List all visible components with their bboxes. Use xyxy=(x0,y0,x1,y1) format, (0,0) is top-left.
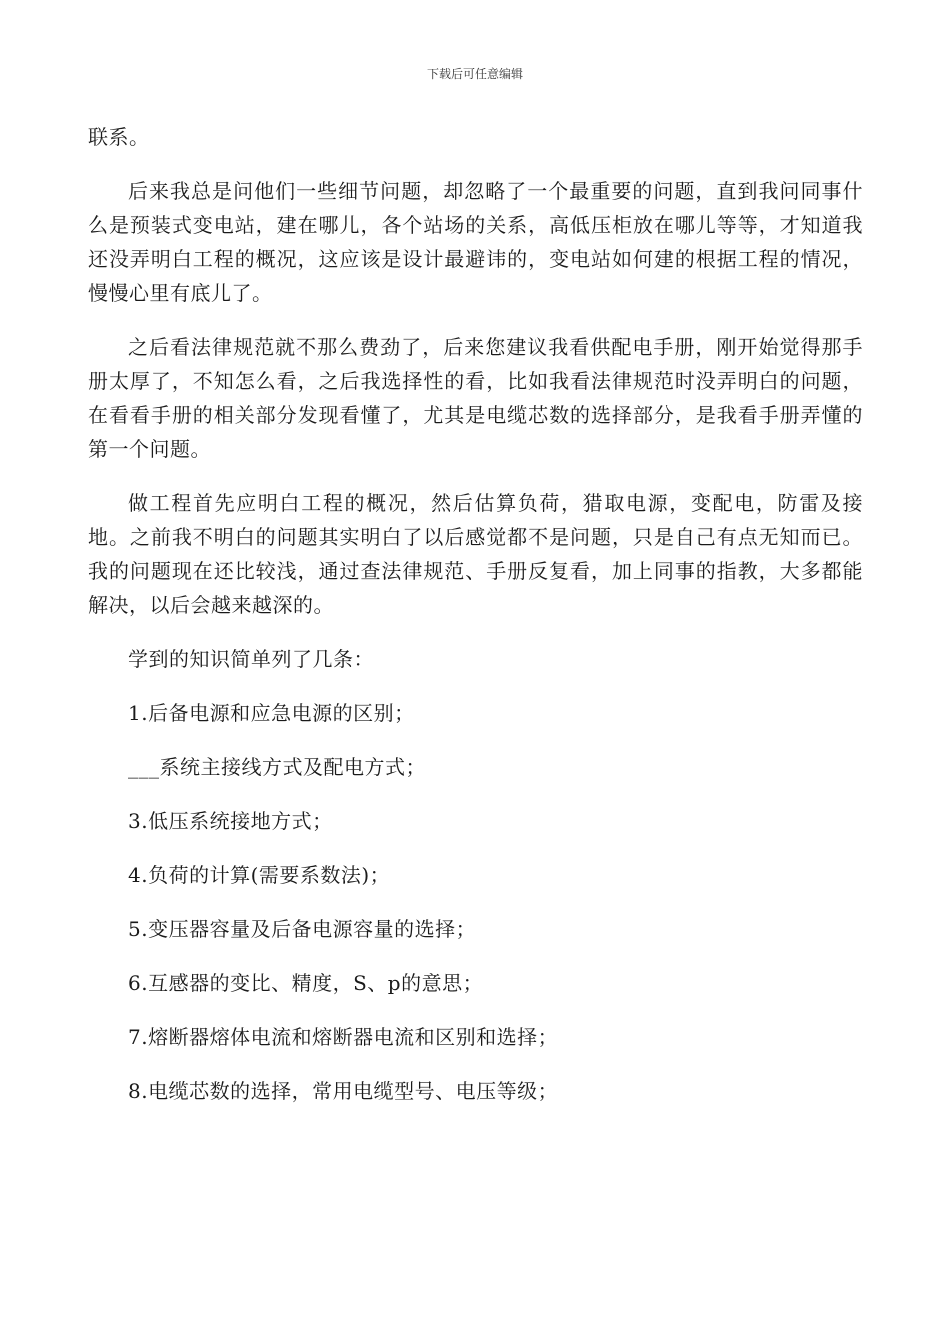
paragraph-continuation: 联系。 xyxy=(88,125,150,149)
list-item: 4.负荷的计算(需要系数法)； xyxy=(128,863,391,887)
paragraph-details: 后来我总是问他们一些细节问题，却忽略了一个最重要的问题，直到我问同事什么是预装式变电站，建在哪儿，各个站场的关系，高低压柜放在哪儿等等，才知道我还没弄明白工程的概况，这应该是设计最避讳的，变电站如何建的根据工程的情况，慢慢心里有底儿了。 xyxy=(88,179,863,305)
list-item: 6.互感器的变比、精度，S、p的意思； xyxy=(128,971,484,995)
paragraph-manual: 之后看法律规范就不那么费劲了，后来您建议我看供配电手册，刚开始觉得那手册太厚了，不知怎么看，之后我选择性的看，比如我看法律规范时没弄明白的问题，在看看手册的相关部分发现看懂了，尤其是电缆芯数的选择部分，是我看手册弄懂的第一个问题。 xyxy=(88,335,863,461)
list-item: 3.低压系统接地方式； xyxy=(128,809,333,833)
paragraph-workflow: 做工程首先应明白工程的概况，然后估算负荷，猎取电源，变配电，防雷及接地。之前我不明白的问题其实明白了以后感觉都不是问题，只是自己有点无知而已。我的问题现在还比较浅，通过查法律规范、手册反复看，加上同事的指教，大多都能解决，以后会越来越深的。 xyxy=(88,491,863,617)
list-item: ___系统主接线方式及配电方式； xyxy=(128,755,426,779)
list-intro: 学到的知识简单列了几条： xyxy=(128,647,374,671)
list-item: 8.电缆芯数的选择，常用电缆型号、电压等级； xyxy=(128,1079,559,1103)
list-item: 7.熔断器熔体电流和熔断器电流和区别和选择； xyxy=(128,1025,559,1049)
document-body xyxy=(88,120,863,1108)
list-item: 1.后备电源和应急电源的区别； xyxy=(128,701,415,725)
list-item: 5.变压器容量及后备电源容量的选择； xyxy=(128,917,477,941)
page-header-note: 下载后可任意编辑 xyxy=(426,67,523,81)
